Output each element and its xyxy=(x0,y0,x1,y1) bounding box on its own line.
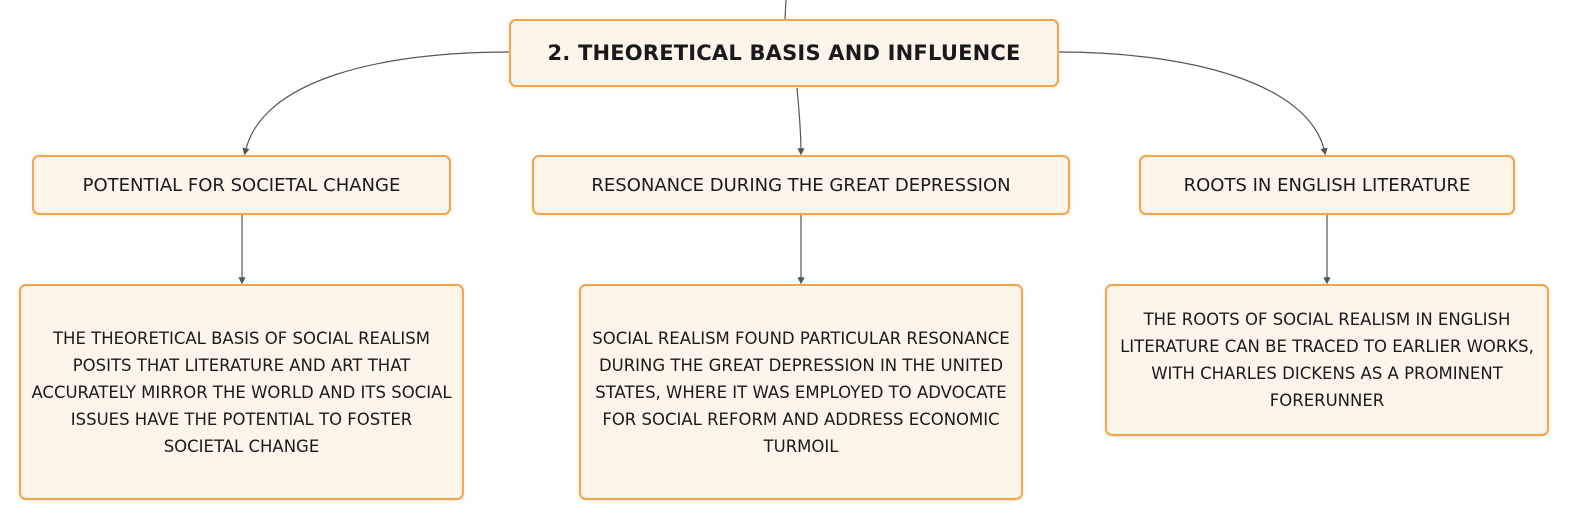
connector-root-to-branch-1 xyxy=(245,52,509,153)
detail-node-text: SOCIAL REALISM FOUND PARTICULAR RESONANCE DURING THE GREAT DEPRESSION IN THE UNITED STATES, WHERE IT WAS EMPLOYED TO ADVOCATE FOR SOCIAL REFORM AND ADDRESS ECONOMIC TURMOIL xyxy=(592,328,1010,456)
detail-node-great-depression[interactable] xyxy=(579,284,1023,500)
root-node[interactable] xyxy=(509,19,1059,87)
detail-node-english-literature[interactable] xyxy=(1105,284,1549,436)
branch-node-label: ROOTS IN ENGLISH LITERATURE xyxy=(1183,174,1471,196)
connector-root-to-branch-2 xyxy=(797,88,801,153)
incoming-connector xyxy=(785,0,786,19)
detail-node-text: THE ROOTS OF SOCIAL REALISM IN ENGLISH LITERATURE CAN BE TRACED TO EARLIER WORKS, WITH CHARLES DICKENS AS A PROMINENT FORERUNNER xyxy=(1120,310,1534,410)
detail-node-societal-change[interactable] xyxy=(19,284,464,500)
connector-root-to-branch-3 xyxy=(1059,52,1325,153)
branch-node-great-depression[interactable] xyxy=(532,155,1070,215)
branch-node-english-literature[interactable] xyxy=(1139,155,1515,215)
branch-node-societal-change[interactable] xyxy=(32,155,451,215)
detail-node-text: THE THEORETICAL BASIS OF SOCIAL REALISM POSITS THAT LITERATURE AND ART THAT ACCURATELY MIRROR THE WORLD AND ITS SOCIAL ISSUES HAVE THE POTENTIAL TO FOSTER SOCIETAL CHANGE xyxy=(31,328,452,456)
branch-node-label: POTENTIAL FOR SOCIETAL CHANGE xyxy=(82,174,401,196)
root-node-label: 2. THEORETICAL BASIS AND INFLUENCE xyxy=(547,41,1021,65)
branch-node-label: RESONANCE DURING THE GREAT DEPRESSION xyxy=(591,174,1011,196)
